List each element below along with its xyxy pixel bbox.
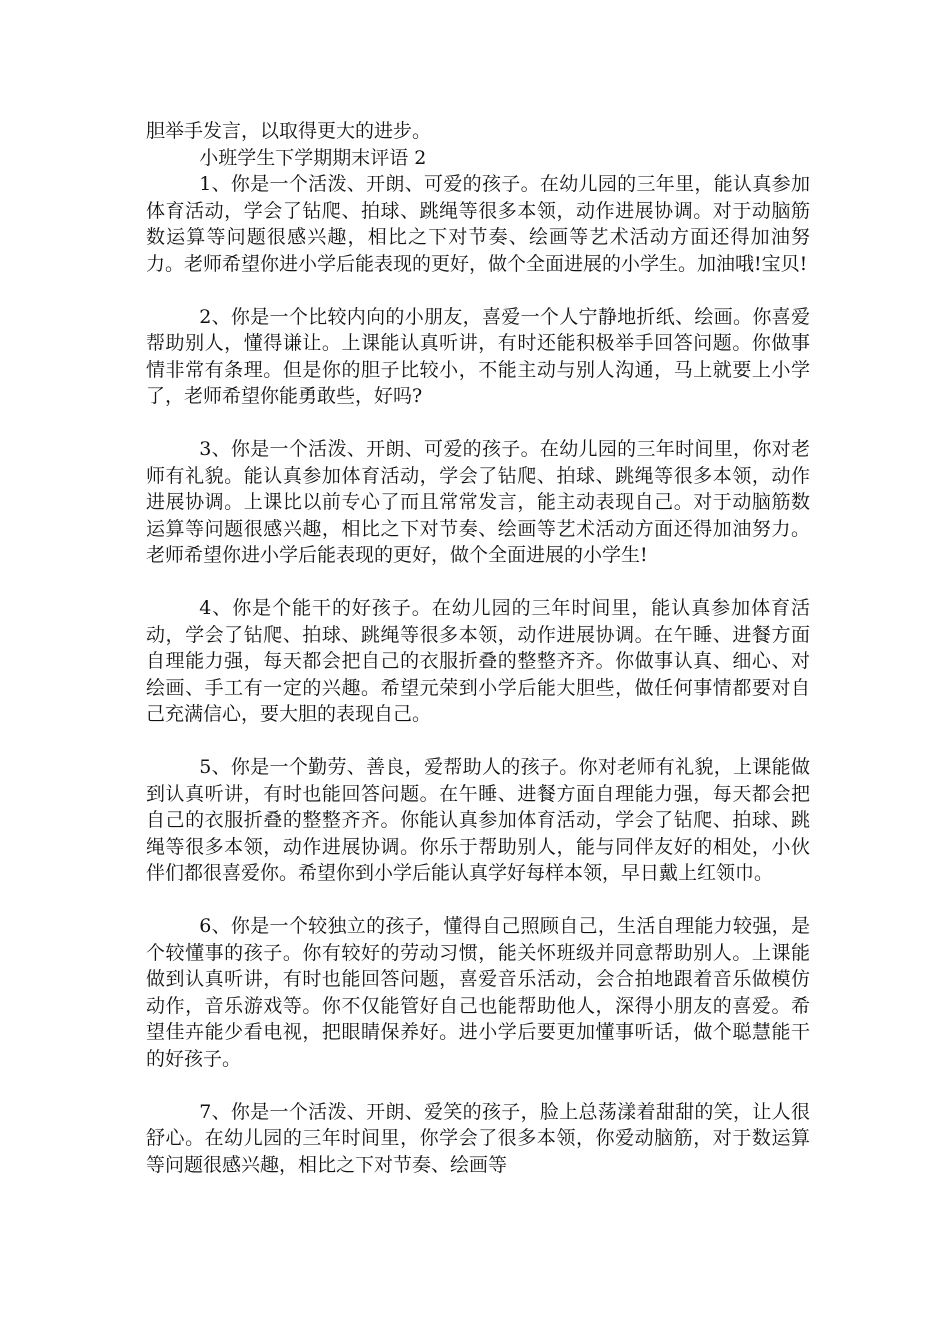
comment-paragraph-1: 1、你是一个活泼、开朗、可爱的孩子。在幼儿园的三年里，能认真参加体育活动，学会了钻爬、拍球、跳绳等很多本领，动作进展协调。对于动脑筋数运算等问题很感兴趣，相比之下对节奏、绘画等艺术活动方面还得加油努力。老师希望你进小学后能表现的更好，做个全面进展的小学生。加油哦!宝贝! [146, 173, 810, 275]
paragraph-spacer [146, 1072, 810, 1099]
comment-paragraph-7: 7、你是一个活泼、开朗、爱笑的孩子，脸上总荡漾着甜甜的笑，让人很舒心。在幼儿园的三年时间里，你学会了很多本领，你爱动脑筋，对于数运算等问题很感兴趣，相比之下对节奏、绘画等 [146, 1100, 810, 1176]
comment-paragraph-2: 2、你是一个比较内向的小朋友，喜爱一个人宁静地折纸、绘画。你喜爱帮助别人，懂得谦让。上课能认真听讲，有时还能积极举手回答问题。你做事情非常有条理。但是你的胆子比较小，不能主动与别人沟通，马上就要上小学了，老师希望你能勇敢些，好吗? [146, 305, 810, 407]
paragraph-spacer [146, 569, 810, 596]
comment-paragraph-5: 5、你是一个勤劳、善良，爱帮助人的孩子。你对老师有礼貌，上课能做到认真听讲，有时也能回答问题。在午睡、进餐方面自理能力强，每天都会把自己的衣服折叠的整整齐齐。你能认真参加体育活动，学会了钻爬、拍球、跳绳等很多本领，动作进展协调。你乐于帮助别人，能与同伴友好的相处，小伙伴们都很喜爱你。希望你到小学后能认真学好每样本领，早日戴上红领巾。 [146, 756, 810, 884]
paragraph-spacer [146, 410, 810, 437]
paragraph-spacer [146, 277, 810, 304]
comment-paragraph-4: 4、你是个能干的好孩子。在幼儿园的三年时间里，能认真参加体育活动，学会了钻爬、拍球、跳绳等很多本领，动作进展协调。在午睡、进餐方面自理能力强，每天都会把自己的衣服折叠的整整齐齐。你做事认真、细心、对绘画、手工有一定的兴趣。希望元荣到小学后能大胆些，做任何事情都要对自己充满信心，要大胆的表现自己。 [146, 597, 810, 725]
comment-paragraph-6: 6、你是一个较独立的孩子，懂得自己照顾自己，生活自理能力较强，是个较懂事的孩子。你有较好的劳动习惯，能关怀班级并同意帮助别人。上课能做到认真听讲，有时也能回答问题，喜爱音乐活动，会合拍地跟着音乐做模仿动作，音乐游戏等。你不仅能管好自己也能帮助他人，深得小朋友的喜爱。希望佳卉能少看电视，把眼睛保养好。进小学后要更加懂事听话，做个聪慧能干的好孩子。 [146, 915, 810, 1070]
paragraph-spacer [146, 728, 810, 755]
comment-paragraph-3: 3、你是一个活泼、开朗、可爱的孩子。在幼儿园的三年时间里，你对老师有礼貌。能认真参加体育活动，学会了钻爬、拍球、跳绳等很多本领，动作进展协调。上课比以前专心了而且常常发言，能主动表现自己。对于动脑筋数运算等问题很感兴趣，相比之下对节奏、绘画等艺术活动方面还得加油努力。老师希望你进小学后能表现的更好，做个全面进展的小学生! [146, 438, 810, 566]
document-body [146, 118, 810, 1178]
section-title: 小班学生下学期期末评语 2 [199, 146, 427, 169]
paragraph-spacer [146, 887, 810, 914]
lead-line: 胆举手发言，以取得更大的进步。 [146, 120, 432, 142]
